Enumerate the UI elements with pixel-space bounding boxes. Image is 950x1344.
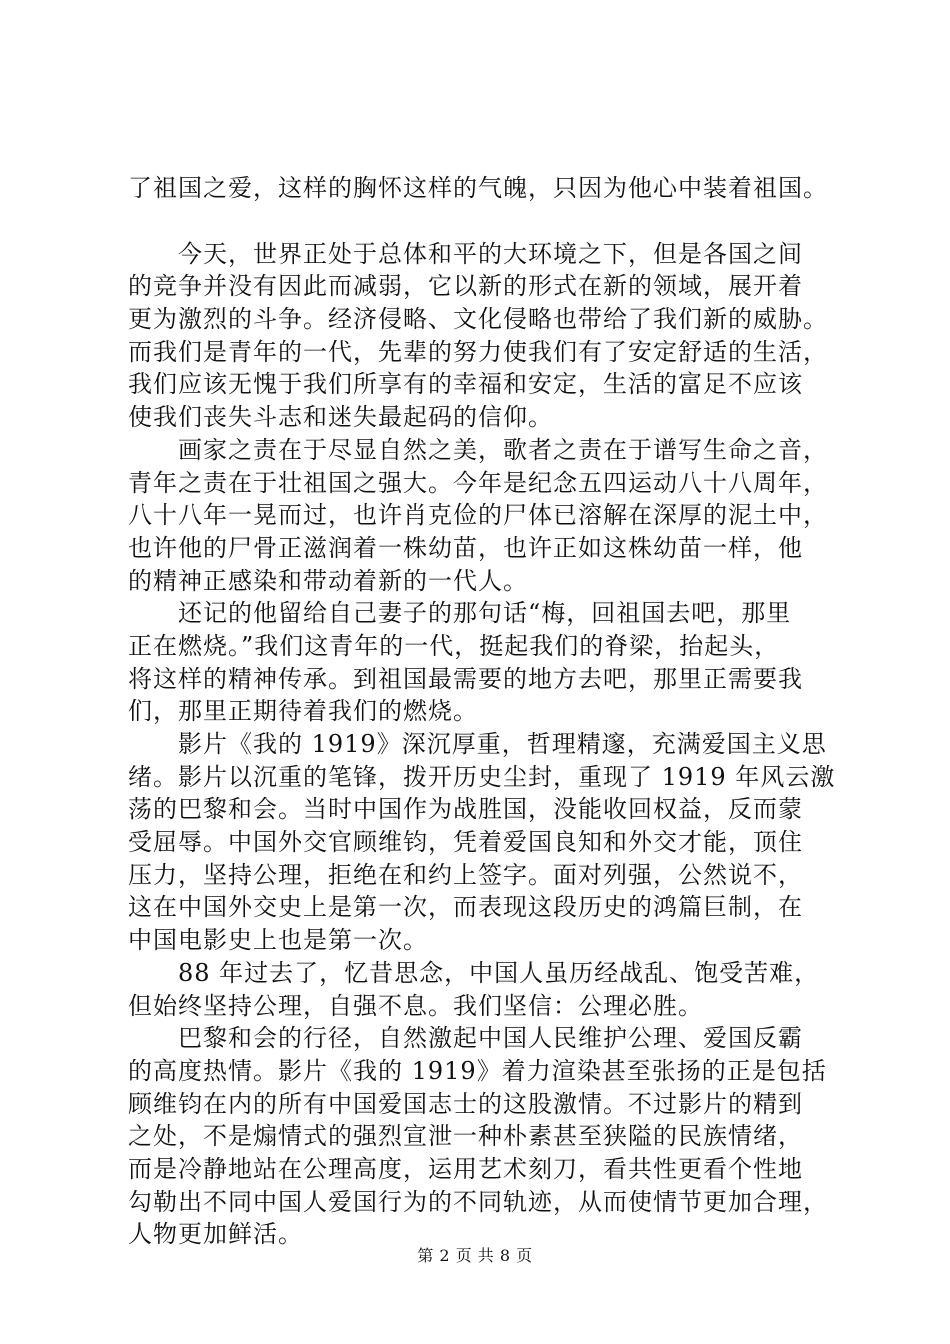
text-line: 八十八年一晃而过，也许肖克俭的尸体已溶解在深厚的泥土中， bbox=[128, 501, 828, 530]
text-line: 画家之责在于尽显自然之美，歌者之责在于谱写生命之音， bbox=[128, 435, 828, 464]
text-line: 还记的他留给自己妻子的那句话“梅，回祖国去吧，那里 bbox=[128, 599, 792, 628]
text-line: 巴黎和会的行径，自然激起中国人民维护公理、爱国反霸 bbox=[128, 1024, 803, 1053]
text-line: 绪。影片以沉重的笔锋，拨开历史尘封，重现了 1919 年风云激 bbox=[128, 762, 836, 791]
text-line: 的竞争并没有因此而减弱，它以新的形式在新的领域，展开着 bbox=[128, 272, 803, 301]
text-line: 压力，坚持公理，拒绝在和约上签字。面对列强，公然说不， bbox=[128, 860, 803, 889]
text-line: 而我们是青年的一代，先辈的努力使我们有了安定舒适的生活， bbox=[128, 337, 828, 366]
text-line: 正在燃烧。”我们这青年的一代，挺起我们的脊梁，抬起头， bbox=[128, 631, 780, 660]
page-number-footer: 第 2 页 共 8 页 bbox=[417, 1246, 533, 1265]
text-line: 中国电影史上也是第一次。 bbox=[128, 926, 428, 955]
text-line: 将这样的精神传承。到祖国最需要的地方去吧，那里正需要我 bbox=[128, 664, 803, 693]
text-line: 但始终坚持公理，自强不息。我们坚信：公理必胜。 bbox=[128, 991, 703, 1020]
text-line: 荡的巴黎和会。当时中国作为战胜国，没能收回权益，反而蒙 bbox=[128, 795, 803, 824]
text-line: 而是冷静地站在公理高度，运用艺术刻刀，看共性更看个性地 bbox=[128, 1154, 803, 1183]
text-line: 也许他的尸骨正滋润着一株幼苗，也许正如这株幼苗一样，他 bbox=[128, 533, 803, 562]
text-line: 我们应该无愧于我们所享有的幸福和安定，生活的富足不应该 bbox=[128, 370, 803, 399]
text-line: 青年之责在于壮祖国之强大。今年是纪念五四运动八十八周年， bbox=[128, 468, 828, 497]
paragraph-gap bbox=[128, 205, 833, 238]
text-line: 受屈辱。中国外交官顾维钧，凭着爱国良知和外交才能，顶住 bbox=[128, 828, 803, 857]
text-line: 今天，世界正处于总体和平的大环境之下，但是各国之间 bbox=[128, 239, 803, 268]
text-line: 更为激烈的斗争。经济侵略、文化侵略也带给了我们新的威胁。 bbox=[128, 305, 828, 334]
document-body bbox=[128, 172, 836, 1251]
text-line: 影片《我的 1919》深沉厚重，哲理精邃，充满爱国主义思 bbox=[128, 730, 827, 758]
text-line: 勾勒出不同中国人爱国行为的不同轨迹，从而使情节更加合理， bbox=[128, 1187, 828, 1216]
text-line: 顾维钧在内的所有中国爱国志士的这股激情。不过影片的精到 bbox=[128, 1089, 803, 1118]
text-line: 这在中国外交史上是第一次，而表现这段历史的鸿篇巨制，在 bbox=[128, 893, 803, 922]
text-line: 了祖国之爱，这样的胸怀这样的气魄，只因为他心中装着祖国。 bbox=[128, 174, 828, 202]
text-line: 的精神正感染和带动着新的一代人。 bbox=[128, 566, 528, 595]
text-line: 之处，不是煽情式的强烈宣泄一种朴素甚至狭隘的民族情绪， bbox=[128, 1122, 803, 1151]
text-line: 人物更加鲜活。 bbox=[128, 1220, 303, 1249]
text-line: 们，那里正期待着我们的燃烧。 bbox=[128, 697, 478, 726]
text-line: 88 年过去了，忆昔思念，中国人虽历经战乱、饱受苦难， bbox=[128, 958, 820, 987]
text-line: 使我们丧失斗志和迷失最起码的信仰。 bbox=[128, 403, 553, 432]
text-line: 的高度热情。影片《我的 1919》着力渲染甚至张扬的正是包括 bbox=[128, 1056, 827, 1085]
